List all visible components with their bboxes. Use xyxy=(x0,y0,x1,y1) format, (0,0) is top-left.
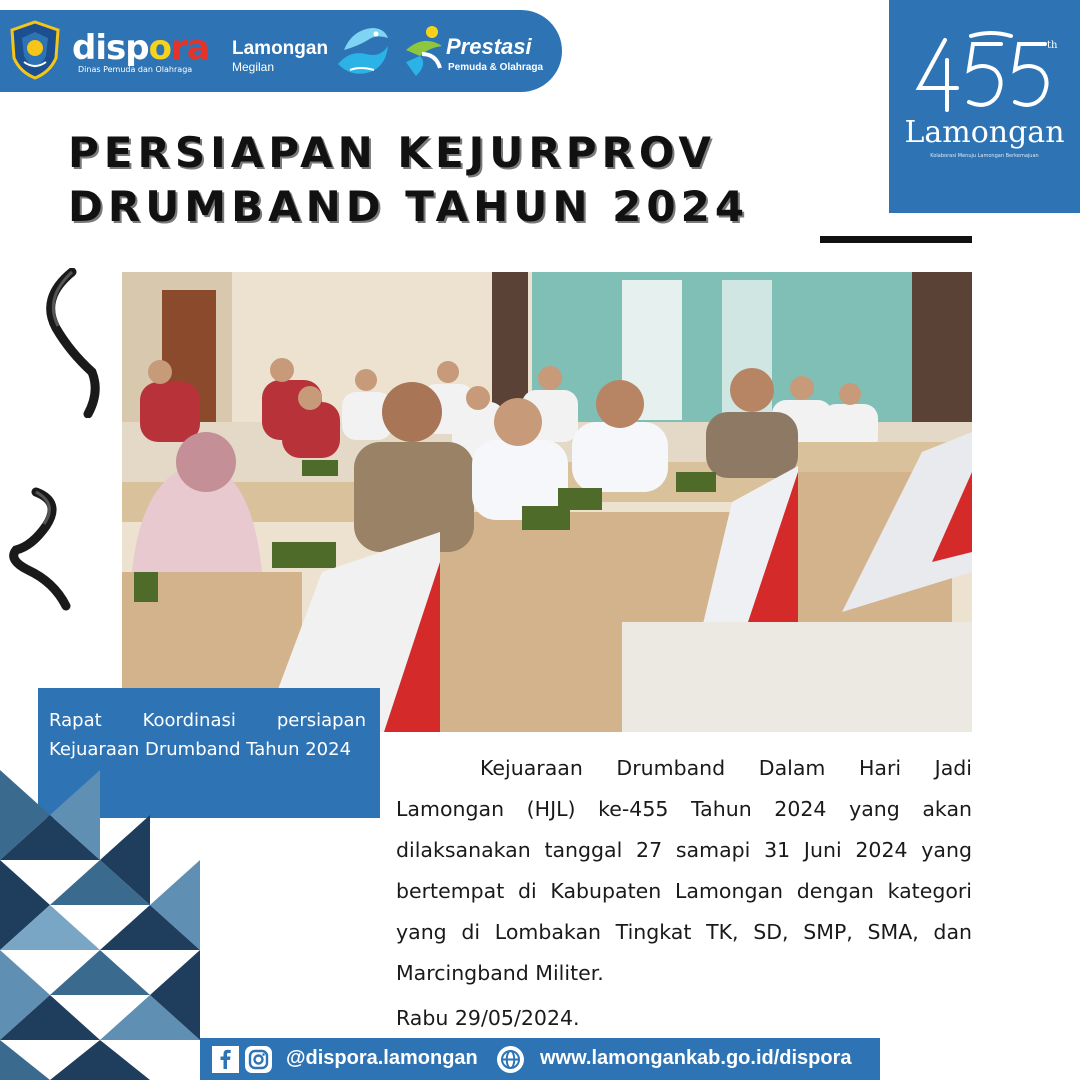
article-paragraph: Kejuaraan Drumband Dalam Hari Jadi Lamongan (HJL) ke-455 Tahun 2024 yang akan dilaksanakan tanggal 27 samapi 31 Juni 2024 yang bertempat di Kabupaten Lamongan dengan kategori yang di Lombakan Tingkat TK, SD, SMP, SMA, dan Marcingband Militer. xyxy=(396,756,972,985)
fish-wave-icon xyxy=(330,20,392,82)
lamongan-regency-crest-icon xyxy=(8,20,62,80)
globe-icon xyxy=(497,1046,524,1073)
prestasi-logo xyxy=(402,20,562,82)
badge-name: Lamongan xyxy=(904,115,1065,150)
triangle-pattern-decoration xyxy=(0,760,220,1080)
meeting-photo xyxy=(122,272,972,732)
title-divider xyxy=(820,236,972,243)
prestasi-logo-word: Prestasi xyxy=(446,34,532,59)
website-link[interactable]: www.lamongankab.go.id/dispora xyxy=(540,1047,852,1069)
dispora-logo xyxy=(72,22,217,82)
article-body xyxy=(396,748,972,994)
hjl-455-badge xyxy=(889,0,1080,213)
instagram-icon[interactable] xyxy=(245,1046,272,1073)
ribbon-decoration-icon xyxy=(30,268,110,418)
athlete-figure-icon xyxy=(402,24,446,78)
dispora-logo-subtitle: Dinas Pemuda dan Olahraga xyxy=(78,64,193,74)
footer-bar xyxy=(200,1038,880,1080)
ribbon-decoration-icon xyxy=(6,486,76,612)
lamongan-logo-word: Lamongan xyxy=(232,38,329,59)
page-title xyxy=(68,126,749,234)
th-suffix: th xyxy=(1047,40,1058,51)
photo-caption: Rapat Koordinasi persiapan Kejuaraan Drumband Tahun 2024 xyxy=(38,688,380,818)
lamongan-megilan-logo xyxy=(232,20,392,82)
dispora-logo-word: dispora xyxy=(72,27,209,68)
badge-tagline: Kolaborasi Menuju Lamongan Berkemajuan xyxy=(930,153,1039,159)
prestasi-logo-subtitle: Pemuda & Olahraga xyxy=(448,62,544,73)
article-date: Rabu 29/05/2024. xyxy=(396,1006,580,1030)
facebook-icon[interactable] xyxy=(212,1046,239,1073)
number-455-logo-icon xyxy=(911,30,1061,120)
title-line-1: PERSIAPAN KEJURPROV xyxy=(68,128,716,177)
megilan-logo-word: Megilan xyxy=(232,60,275,74)
social-handle-link[interactable]: @dispora.lamongan xyxy=(286,1047,478,1069)
title-line-2: DRUMBAND TAHUN 2024 xyxy=(68,182,750,231)
